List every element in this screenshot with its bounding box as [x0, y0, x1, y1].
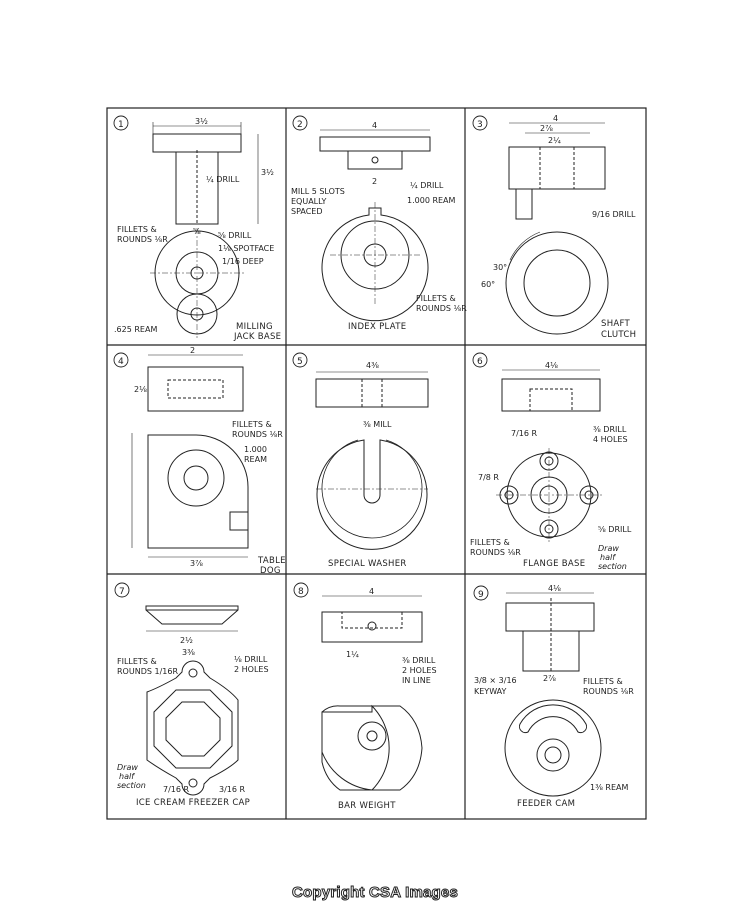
key-note: 3/8 × 3/16: [474, 676, 517, 685]
dim-top: 3½: [195, 117, 208, 126]
rounds-note: ROUNDS ⅛R: [583, 687, 634, 696]
panel-number: 9: [478, 590, 484, 600]
deep-note: 1/16 DEEP: [222, 257, 264, 266]
panel-number: 4: [118, 357, 124, 367]
fillets-note: FILLETS &: [416, 294, 456, 303]
panel-title: FEEDER CAM: [517, 799, 576, 809]
ream-note: 1.000: [244, 445, 267, 454]
dim-top: 2: [190, 346, 196, 355]
panel-title: ICE CREAM FREEZER CAP: [136, 798, 251, 808]
holes-note: 2 HOLES: [402, 666, 437, 675]
dim-top: 4⅜: [366, 361, 379, 370]
panel-number: 8: [298, 587, 304, 597]
dim-b: 2¼: [548, 136, 561, 145]
dim-stem: ⅝: [193, 227, 201, 236]
dim-side: 2⅛: [134, 385, 147, 394]
panel-title: FLANGE BASE: [523, 559, 586, 569]
keyway-note: KEYWAY: [474, 687, 507, 696]
dim-top: 4⅛: [548, 584, 561, 593]
drill-note-2: ⅝ DRILL: [598, 525, 632, 534]
radius-1: 7/16 R: [511, 429, 538, 438]
panel-number: 3: [477, 120, 483, 130]
panel-number: 6: [477, 357, 483, 367]
dim-top: 4: [369, 587, 375, 596]
note-line-3: section: [117, 781, 146, 790]
drill-note-2: ⅝ DRILL: [218, 231, 252, 240]
dim-b: 2⅞: [543, 674, 556, 683]
dim-a: 1¼: [346, 650, 359, 659]
ream-note: 1⅜ REAM: [590, 783, 629, 792]
holes-note: 4 HOLES: [593, 435, 628, 444]
panel-title-line-1: SHAFT: [601, 319, 631, 329]
panel-title: BAR WEIGHT: [338, 801, 396, 811]
angle-30: 30°: [493, 263, 508, 272]
note-line-2: half: [119, 772, 135, 781]
panel-title: SPECIAL WASHER: [328, 559, 407, 569]
slots-note-1: MILL 5 SLOTS: [291, 187, 345, 196]
in-line-note: IN LINE: [402, 676, 431, 685]
angle-60: 60°: [481, 280, 496, 289]
fillets-note: FILLETS &: [117, 225, 157, 234]
drill-note: ¼ DRILL: [410, 181, 444, 190]
panel-title-line-2: JACK BASE: [234, 332, 282, 342]
radius-2: 3/16 R: [219, 785, 246, 794]
ream-note-2: REAM: [244, 455, 267, 464]
holes-note: 2 HOLES: [234, 665, 269, 674]
rounds-note: ROUNDS ⅛R: [117, 235, 168, 244]
panel-number: 5: [297, 357, 303, 367]
drill-note: 9/16 DRILL: [592, 210, 636, 219]
copyright-watermark: Copyright CSA Images: [292, 884, 458, 901]
dim-a: 2½: [180, 636, 193, 645]
drill-note: ⅜ DRILL: [402, 656, 436, 665]
mill-note: ⅜ MILL: [363, 420, 392, 429]
note-line-1: Draw: [598, 544, 619, 553]
panel-title-line-2: DOG: [260, 566, 281, 576]
panel-title-line-1: MILLING: [236, 322, 273, 332]
panel-title-line-2: CLUTCH: [601, 330, 637, 340]
ream-note: 1.000 REAM: [407, 196, 456, 205]
dim-top: 4: [372, 121, 378, 130]
dim-bottom: 2: [372, 177, 378, 186]
panel-title: INDEX PLATE: [348, 322, 407, 332]
note-line-2: half: [600, 553, 616, 562]
dim-a: 2⅞: [540, 124, 553, 133]
panel-number: 1: [118, 120, 124, 130]
dim-bottom: 3⅞: [190, 559, 203, 568]
panel-title-line-1: TABLE: [258, 556, 286, 566]
dim-height: 3½: [261, 168, 274, 177]
note-line-1: Draw: [117, 763, 138, 772]
panel-number: 7: [119, 587, 125, 597]
spotface-note: 1⅛ SPOTFACE: [218, 244, 275, 253]
slots-note-2: EQUALLY: [291, 197, 327, 206]
drill-note: ¼ DRILL: [206, 175, 240, 184]
fillets-note: FILLETS &: [470, 538, 510, 547]
radius-1: 7/16 R: [163, 785, 190, 794]
note-line-3: section: [598, 562, 627, 571]
rounds-note: ROUNDS ⅛R: [416, 304, 467, 313]
panel-number: 2: [297, 120, 303, 130]
dim-b: 3⅜: [182, 648, 195, 657]
rounds-note: ROUNDS 1/16R: [117, 667, 178, 676]
dim-top: 4⅛: [545, 361, 558, 370]
fillets-note: FILLETS &: [583, 677, 623, 686]
ream-note: .625 REAM: [114, 325, 158, 334]
rounds-note: ROUNDS ⅛R: [232, 430, 283, 439]
drill-note: ⅜ DRILL: [593, 425, 627, 434]
slots-note-3: SPACED: [291, 207, 323, 216]
dim-top: 4: [553, 114, 559, 123]
fillets-note: FILLETS &: [232, 420, 272, 429]
drill-note: ⅛ DRILL: [234, 655, 268, 664]
rounds-note: ROUNDS ⅛R: [470, 548, 521, 557]
radius-2: 7/8 R: [478, 473, 499, 482]
fillets-note: FILLETS &: [117, 657, 157, 666]
